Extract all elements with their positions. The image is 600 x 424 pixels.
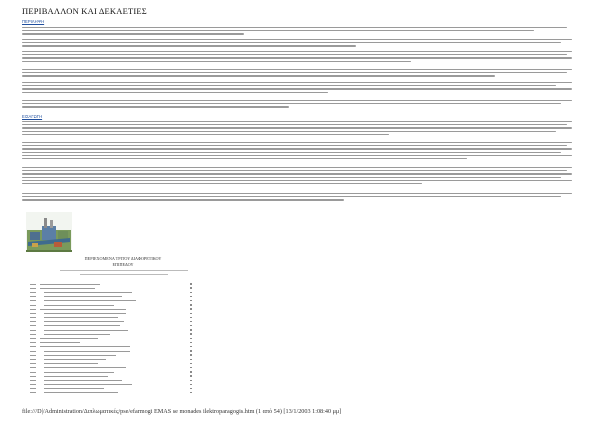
intro-paragraph-1 — [22, 121, 578, 137]
section-heading-introduction: ΕΙΣΑΓΩΓΗ — [22, 114, 43, 119]
toc-entry — [30, 391, 192, 395]
toc-divider — [80, 274, 168, 275]
toc-heading-line-2: ΕΠΙΠΕΔΟΥ — [112, 262, 134, 267]
summary-paragraph-3 — [22, 51, 578, 64]
section-heading-summary: ΠΕΡΙΛΗΨΗ — [22, 19, 45, 24]
intro-paragraph-2 — [22, 142, 578, 161]
summary-paragraph-6 — [22, 100, 578, 110]
summary-paragraph-1 — [22, 27, 578, 37]
page-title: ΠΕΡΙΒΑΛΛΟΝ ΚΑΙ ΔΕΚΑΕΤΙΕΣ — [22, 6, 147, 16]
intro-paragraph-3 — [22, 167, 578, 186]
browser-print-footer: file:///D|/Administration/Διπλωματικές/pse/efarmogi EMAS se monades ilektroparagogis.htm (1 από 54) [13/1/2003 1:08:40 μμ] — [22, 408, 342, 415]
table-of-contents — [30, 282, 192, 395]
power-plant-illustration — [26, 212, 72, 252]
summary-paragraph-2 — [22, 39, 578, 49]
summary-paragraph-5 — [22, 82, 578, 95]
toc-heading-line-1: ΠΕΡΙΕΧΟΜΕΝΑ ΤΡΙΤΟΥ ΔΙΑΦΟΡΕΤΙΚΟΥ — [84, 256, 162, 261]
toc-divider — [60, 270, 188, 271]
intro-paragraph-4 — [22, 193, 578, 203]
summary-paragraph-4 — [22, 69, 578, 79]
